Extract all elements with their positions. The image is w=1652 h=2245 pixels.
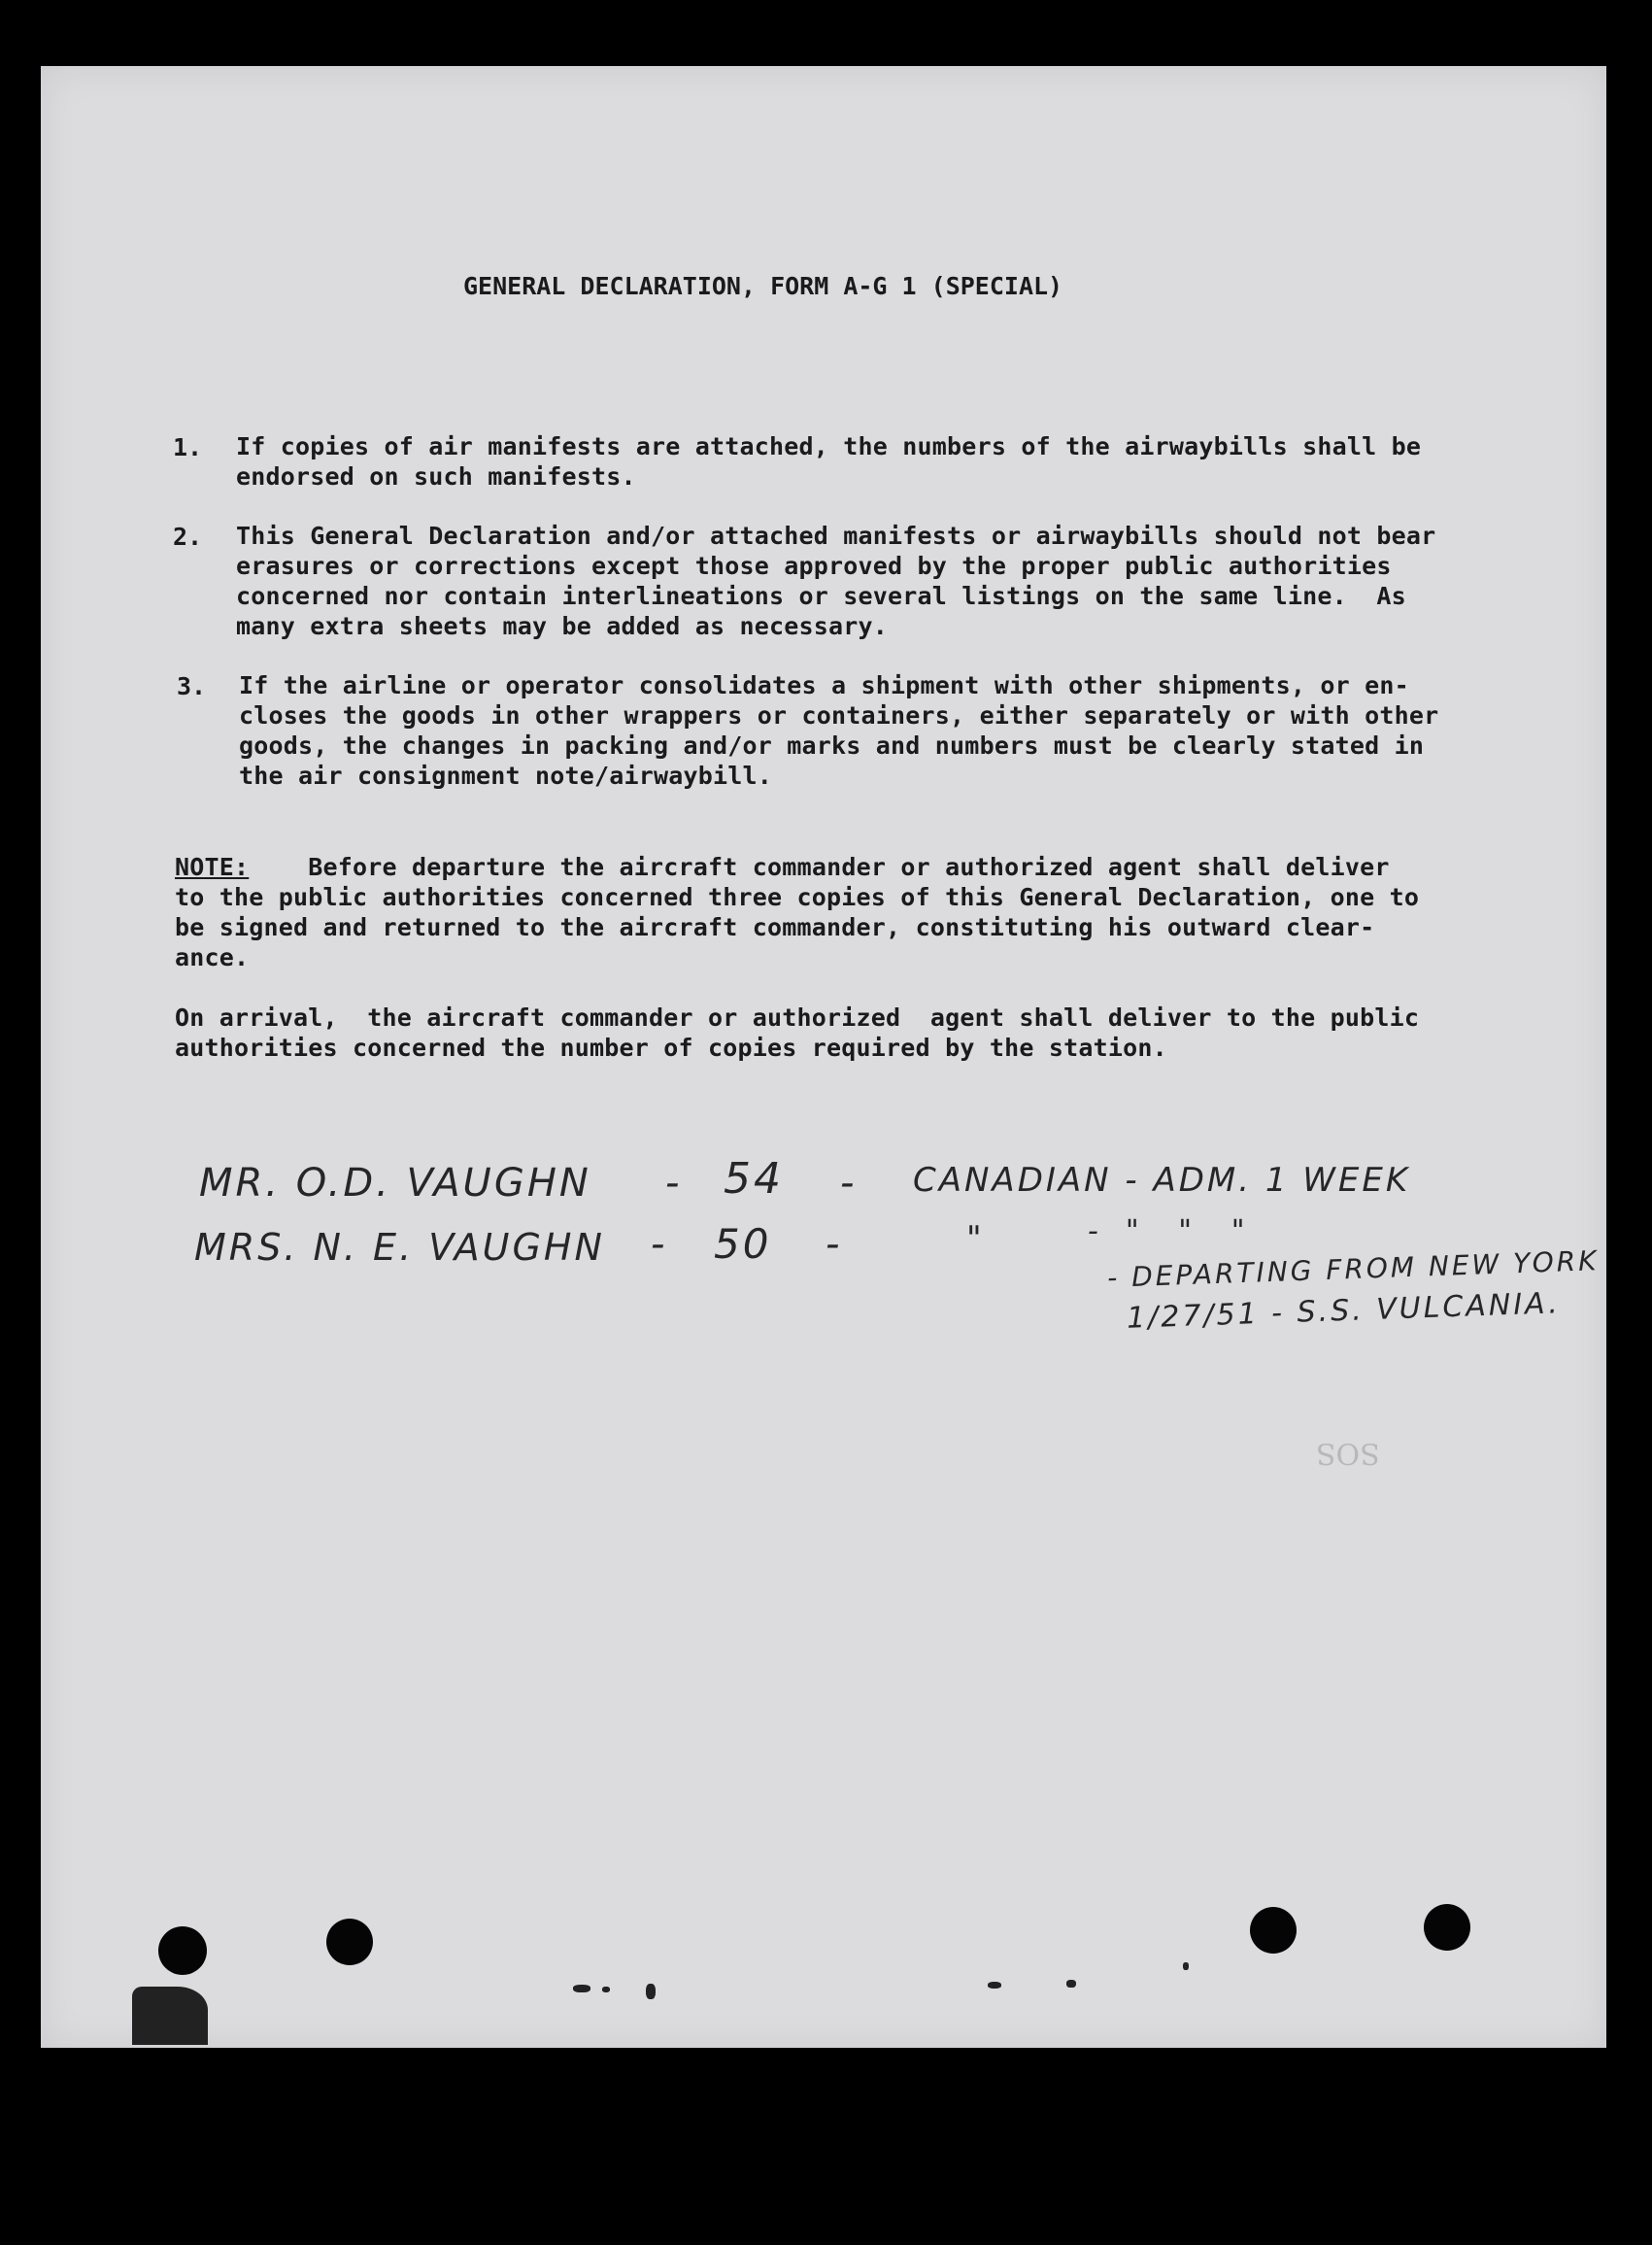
arrival-line-1: On arrival, the aircraft commander or authorized agent shall deliver to the public [175, 1003, 1420, 1032]
item-3-line-2: closes the goods in other wrappers or containers, either separately or with other [239, 701, 1439, 730]
item-2-number: 2. [173, 523, 203, 551]
handwritten-dash-1b: - [840, 1161, 858, 1206]
item-1-line-2: endorsed on such manifests. [236, 462, 636, 491]
punch-hole [1424, 1904, 1470, 1951]
torn-corner-mark [132, 1987, 208, 2045]
item-3-line-3: goods, the changes in packing and/or marks and numbers must be clearly stated in [239, 731, 1425, 760]
note-line-3: be signed and returned to the aircraft commander, constituting his outward clear- [175, 913, 1375, 941]
faint-stamp-text: SOS [1316, 1436, 1380, 1470]
handwritten-dash-2a: - [651, 1222, 668, 1267]
handwritten-dash-2b: - [826, 1222, 843, 1267]
arrival-line-2: authorities concerned the number of copies required by the station. [175, 1034, 1167, 1062]
note-line-4: ance. [175, 943, 250, 971]
handwritten-name-1: MR. O.D. VAUGHN [199, 1161, 591, 1206]
handwritten-age-2: 50 [714, 1220, 772, 1268]
punch-hole [1250, 1907, 1297, 1954]
handwritten-dash-1a: - [665, 1161, 683, 1206]
ink-mark [602, 1987, 610, 1992]
punch-hole [158, 1926, 207, 1975]
item-2-line-4: many extra sheets may be added as necessary. [236, 612, 889, 640]
note-line-1: Before departure the aircraft commander or authorized agent shall deliver [249, 853, 1390, 881]
item-2-line-3: concerned nor contain interlineations or several listings on the same line. As [236, 582, 1406, 610]
item-3-text [239, 670, 1438, 791]
ink-mark [1183, 1962, 1189, 1970]
ink-mark [573, 1985, 590, 1992]
ink-mark [988, 1982, 1001, 1989]
note-paragraph [175, 852, 1419, 972]
handwritten-departure-1: - DEPARTING FROM NEW YORK [1106, 1244, 1601, 1294]
arrival-paragraph [175, 1003, 1419, 1063]
item-1-text [236, 431, 1421, 492]
item-2-line-1: This General Declaration and/or attached manifests or airwaybills should not bear [236, 522, 1436, 550]
handwritten-departure-2: 1/27/51 - S.S. VULCANIA. [1126, 1286, 1562, 1336]
handwritten-name-2: MRS. N. E. VAUGHN [194, 1226, 605, 1269]
ink-mark [1066, 1980, 1076, 1988]
note-label: NOTE: [175, 853, 250, 881]
handwritten-ditto-2: " [966, 1219, 985, 1258]
item-3-line-1: If the airline or operator consolidates a shipment with other shipments, or en- [239, 671, 1409, 699]
handwritten-age-1: 54 [724, 1154, 784, 1204]
item-3-line-4: the air consignment note/airwaybill. [239, 762, 773, 790]
handwritten-nationality-1: CANADIAN - ADM. 1 WEEK [913, 1161, 1411, 1200]
note-first-line [175, 852, 1419, 882]
ink-mark [646, 1984, 656, 1999]
item-2-line-2: erasures or corrections except those approved by the proper public authorities [236, 552, 1392, 580]
punch-hole [326, 1919, 373, 1965]
form-title: GENERAL DECLARATION, FORM A-G 1 (SPECIAL) [463, 272, 1063, 300]
handwritten-ditto-3: - " " " [1088, 1214, 1248, 1248]
item-1-line-1: If copies of air manifests are attached, the numbers of the airwaybills shall be [236, 432, 1422, 460]
note-line-2: to the public authorities concerned three copies of this General Declaration, one to [175, 883, 1420, 911]
item-2-text [236, 521, 1435, 641]
item-1-number: 1. [173, 433, 203, 461]
item-3-number: 3. [177, 672, 207, 700]
